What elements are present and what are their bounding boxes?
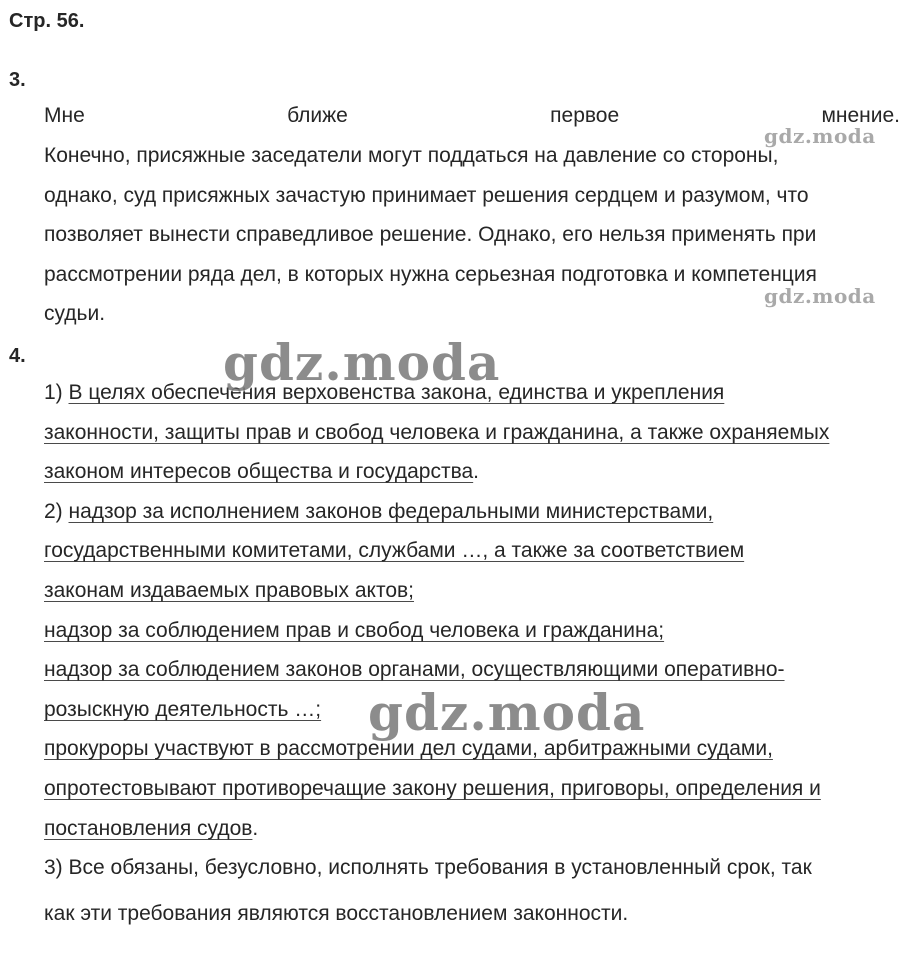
question-3-text-line: рассмотрении ряда дел, в которых нужна серьезная подготовка и компетенция bbox=[44, 263, 817, 286]
answer-item-2-line bbox=[44, 697, 321, 723]
underlined-text: розыскную деятельность …; bbox=[44, 698, 322, 721]
item-end: . bbox=[473, 460, 480, 483]
question-3-text-line: позволяет вынести справедливое решение. Однако, его нельзя применять при bbox=[44, 223, 817, 246]
answer-item-2-line bbox=[44, 816, 258, 842]
watermark-large: gdz.moda bbox=[368, 683, 646, 742]
underlined-text: постановления судов bbox=[44, 817, 253, 840]
underlined-text: прокуроры участвуют в рассмотрении дел судами, арбитражными судами, bbox=[44, 737, 773, 760]
question-3-text-line: судьи. bbox=[44, 302, 106, 325]
answer-item-2-line bbox=[44, 657, 785, 683]
underlined-text: законности, защиты прав и свобод человека и гражданина, а также охраняемых bbox=[44, 421, 830, 444]
answer-item-1-line bbox=[44, 459, 479, 485]
answer-item-2-line bbox=[44, 776, 821, 802]
underlined-text: законам издаваемых правовых актов; bbox=[44, 579, 415, 602]
question-4-number: 4. bbox=[9, 345, 26, 367]
underlined-text: надзор за соблюдением законов органами, осуществляющими оперативно- bbox=[44, 658, 785, 681]
underlined-text: надзор за соблюдением прав и свобод человека и гражданина; bbox=[44, 619, 665, 642]
answer-item-3-line: 3) Все обязаны, безусловно, исполнять требования в установленный срок, так bbox=[44, 856, 812, 879]
word: ближе bbox=[287, 104, 348, 127]
item-end: . bbox=[252, 817, 259, 840]
answer-item-2-line bbox=[44, 578, 414, 604]
underlined-text: государственными комитетами, службами …, а также за соответствием bbox=[44, 539, 745, 562]
page-header: Стр. 56. bbox=[9, 10, 85, 32]
word: первое bbox=[550, 104, 620, 127]
underlined-text: опротестовывают противоречащие закону решения, приговоры, определения и bbox=[44, 777, 821, 800]
answer-item-2-line bbox=[44, 538, 744, 564]
word: Мне bbox=[44, 104, 85, 127]
answer-item-3-line: как эти требования являются восстановлением законности. bbox=[44, 902, 629, 925]
underlined-text: В целях обеспечения верховенства закона, единства и укрепления bbox=[68, 381, 725, 404]
watermark-small: gdz.moda bbox=[764, 124, 876, 148]
answer-item-2-line bbox=[44, 499, 713, 525]
question-3-number: 3. bbox=[9, 69, 26, 91]
item-prefix: 2) bbox=[44, 500, 69, 523]
answer-item-2-line bbox=[44, 618, 664, 644]
answer-item-1-line bbox=[44, 420, 829, 446]
item-prefix: 1) bbox=[44, 381, 69, 404]
question-3-text-line: Конечно, присяжные заседатели могут поддаться на давление со стороны, bbox=[44, 144, 779, 167]
word: мнение. bbox=[821, 104, 900, 127]
underlined-text: законом интересов общества и государства bbox=[44, 460, 474, 483]
question-3-text-line: однако, суд присяжных зачастую принимает решения сердцем и разумом, что bbox=[44, 184, 809, 207]
watermark-large: gdz.moda bbox=[223, 333, 501, 392]
watermark-small: gdz.moda bbox=[764, 284, 876, 308]
underlined-text: надзор за исполнением законов федеральными министерствами, bbox=[68, 500, 714, 523]
